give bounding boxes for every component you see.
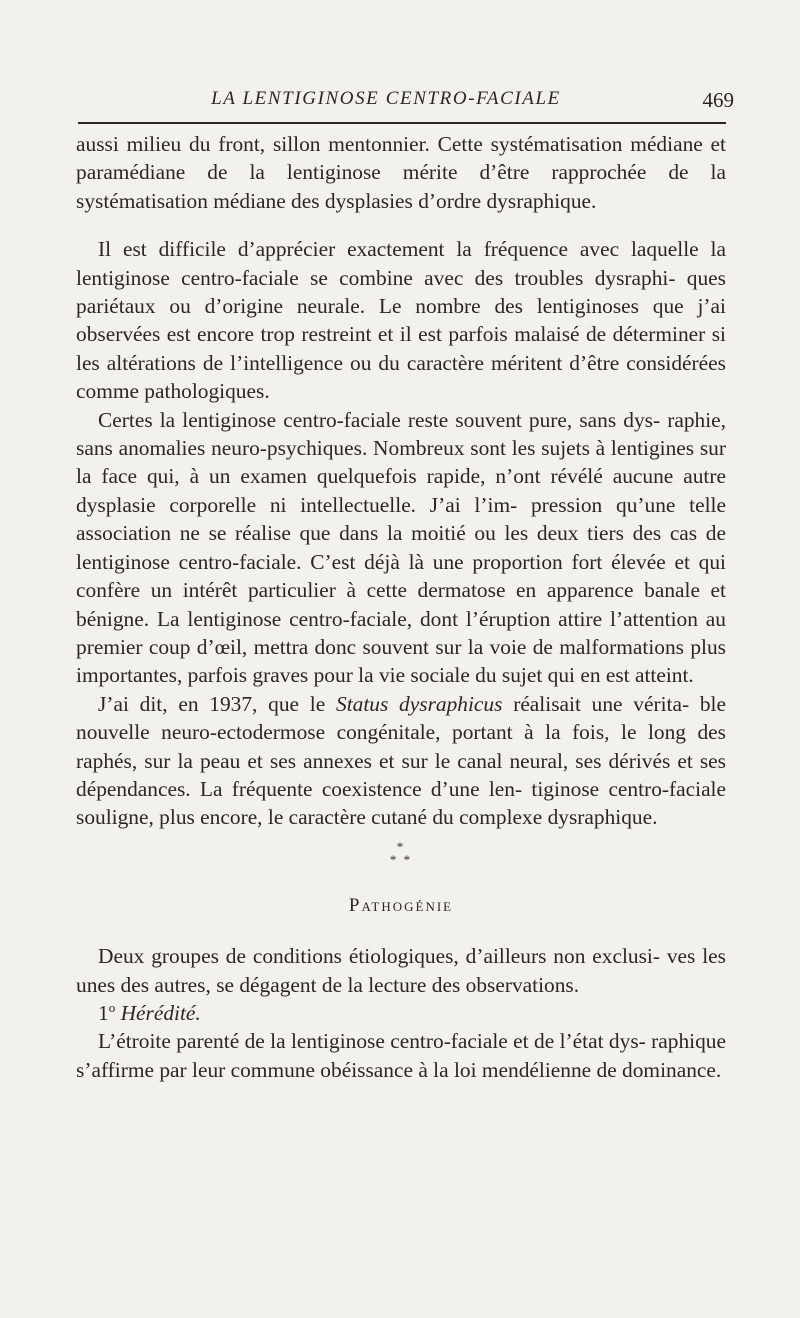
p4-after: réalisait une vérita- ble nouvelle neuro-ectodermose congénitale, portant à la fois, le long des raphés, sur la peau et ses annexes et sur le canal neural, ses dérivés et ses dépendances. La fréquente coexistence d’une len- tiginose centro-faciale souligne, plus encore, le caractère cutané du complexe dysraphique. [76, 691, 726, 830]
section-break [76, 840, 726, 866]
running-header [76, 88, 734, 116]
section-break-star-top: * [396, 838, 406, 854]
subheading-number: 1 [98, 1000, 109, 1025]
paragraph-pure-form: Certes la lentiginose centro-faciale reste souvent pure, sans dys- raphie, sans anomalies neuro-psychiques. Nombreux sont les sujets à lentigines sur la face qui, à un examen quelquefois rapide, n’ont révélé aucune autre dysplasie corporelle ni intellectuelle. J’ai l’im- pression qu’une telle association ne se réalise que dans la moitié ou les deux tiers des cas de lentiginose centro-faciale. C’est déjà là une proportion fort élevée et qui confère un intérêt particulier à cette dermatose en apparence banale et bénigne. La lentiginose centro-faciale, dont l’éruption attire l’attention au premier coup d’œil, mettra donc souvent sur la voie de malformations plus importantes, parfois graves pour la vie sociale du sujet qui en est atteint. [76, 407, 726, 688]
page-number: 469 [702, 88, 734, 112]
paragraph-kinship: L’étroite parenté de la lentiginose centro-faciale et de l’état dys- raphique s’affirme par leur commune obéissance à la loi mendélienne de dominance. [76, 1029, 726, 1082]
paragraph-continuation: aussi milieu du front, sillon mentonnier. Cette systématisation médiane et paramédiane de la lentiginose mérite d’être rapprochée de la systématisation médiane des dysplasies d’ordre dysraphique. [76, 132, 726, 213]
paragraph-status-dysraphicus [76, 690, 726, 832]
subheading-heredity [76, 999, 726, 1027]
body-text [76, 130, 726, 1084]
p4-italic-term: Status dysraphicus [336, 691, 503, 716]
header-rule [78, 122, 726, 124]
subheading-ordinal: o [108, 999, 116, 1015]
paragraph-frequency: Il est difficile d’apprécier exactement la fréquence avec laquelle la lentiginose centro-faciale se combine avec des troubles dysraphi- ques pariétaux ou d’origine neurale. Le nombre des lentiginoses que j’ai observées est encore trop restreint et il est parfois malaisé de déterminer si les altérations de l’intelligence ou du caractère méritent d’être considérées comme pathologiques. [76, 237, 726, 404]
section-heading: Pathogénie [348, 894, 454, 916]
subheading-title: Hérédité. [120, 1000, 201, 1025]
paragraph-intro: Deux groupes de conditions étiologiques, d’ailleurs non exclusi- ves les unes des autres, se dégagent de la lecture des observations. [76, 944, 726, 997]
section-break-stars-bottom: * * [389, 851, 413, 867]
p4-before: J’ai dit, en 1937, que le [98, 691, 336, 716]
running-title: LA LENTIGINOSE CENTRO-FACIALE [211, 88, 561, 109]
